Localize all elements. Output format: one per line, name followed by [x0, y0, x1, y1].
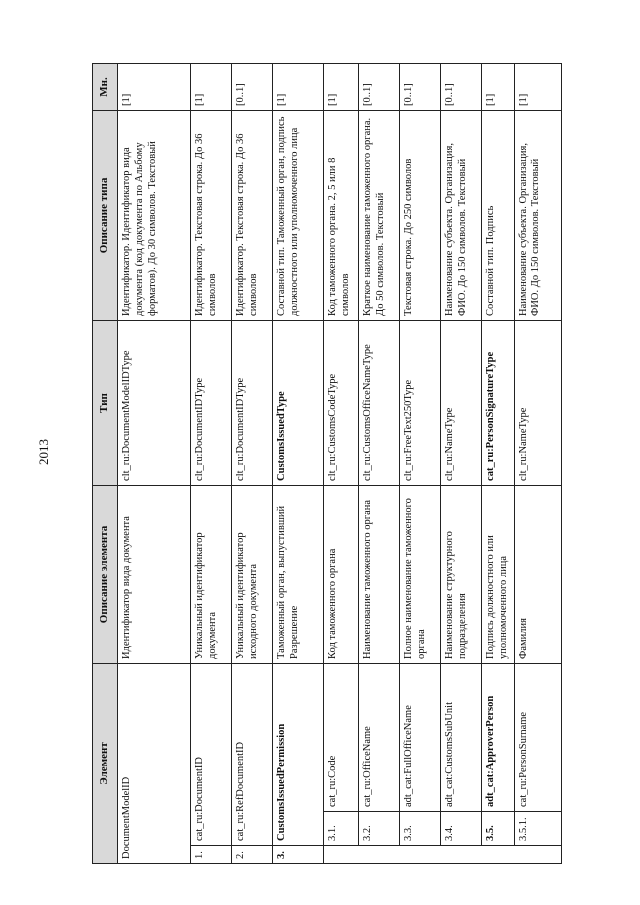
type-desc-cell: Идентификатор. Идентификатор вида документа (код документа по Альбому форматов). До 30 символов. Текстовый [118, 110, 191, 320]
element-cell: adt_cat:ApproverPerson [482, 663, 515, 811]
row-number-cell: 3.5. [482, 812, 515, 846]
row-number-cell: 1. [191, 846, 232, 864]
header-multiplicity: Мн. [93, 63, 118, 110]
element-cell: cat_ru:Code [324, 663, 359, 811]
element-cell: cat_ru:PersonSurname [514, 663, 561, 811]
table-row [118, 63, 191, 863]
table-row [514, 63, 561, 863]
table-row [441, 63, 482, 863]
element-cell: cat_ru:OfficeName [359, 663, 400, 811]
type-cell: clt_ru:CustomsOfficeNameType [359, 320, 400, 485]
rotated-table-container [92, 64, 632, 864]
mult-cell: [0..1] [359, 63, 400, 110]
type-cell: clt_ru:FreeText250Type [400, 320, 441, 485]
type-desc-cell: Составной тип. Таможенный орган, подпись должностного или уполномоченного лица [273, 110, 324, 320]
element-desc-cell: Уникальный идентификатор исходного документа [232, 485, 273, 663]
row-number-cell: 3.2. [359, 812, 400, 846]
type-desc-cell: Наименование субъекта. Организация, ФИО. До 150 символов. Текстовый [441, 110, 482, 320]
type-cell: cat_ru:PersonSignatureType [482, 320, 515, 485]
element-cell: adt_cat:CustomsSubUnit [441, 663, 482, 811]
table-row [359, 63, 400, 863]
element-desc-cell: Подпись должностного или уполномоченного лица [482, 485, 515, 663]
row-number-cell: 3.4. [441, 812, 482, 846]
element-desc-cell: Фамилия [514, 485, 561, 663]
element-desc-cell: Идентификатор вида документа [118, 485, 191, 663]
type-cell: CustomsIssuedType [273, 320, 324, 485]
mult-cell: [1] [482, 63, 515, 110]
mult-cell: [1] [324, 63, 359, 110]
element-desc-cell: Уникальный идентификатор документа [191, 485, 232, 663]
table-row [273, 63, 324, 863]
type-cell: clt_ru:NameType [441, 320, 482, 485]
page-number: 2013 [36, 439, 51, 465]
mult-cell: [1] [514, 63, 561, 110]
type-desc-cell: Краткое наименование таможенного органа. До 50 символов. Текстовый [359, 110, 400, 320]
type-cell: clt_ru:DocumentIDType [232, 320, 273, 485]
element-cell: CustomsIssuedPermission [273, 663, 324, 845]
mult-cell: [1] [273, 63, 324, 110]
table-row [232, 63, 273, 863]
element-desc-cell: Таможенный орган, выпустивший Разрешение [273, 485, 324, 663]
table-row [400, 63, 441, 863]
element-cell: DocumentModelID [118, 663, 191, 863]
type-cell: clt_ru:CustomsCodeType [324, 320, 359, 485]
header-type-desc: Описание типа [93, 110, 118, 320]
mult-cell: [0..1] [232, 63, 273, 110]
table-row [324, 63, 359, 863]
type-cell: clt_ru:DocumentModelIDType [118, 320, 191, 485]
element-desc-cell: Наименование структурного подразделения [441, 485, 482, 663]
mult-cell: [1] [191, 63, 232, 110]
header-element: Элемент [93, 663, 118, 863]
type-desc-cell: Составной тип. Подпись [482, 110, 515, 320]
element-cell: cat_ru:RefDocumentID [232, 663, 273, 845]
table-row [191, 63, 232, 863]
row-number-cell: 3.1. [324, 812, 359, 846]
row-number-cell: 2. [232, 846, 273, 864]
type-desc-cell: Текстовая строка. До 250 символов [400, 110, 441, 320]
row-number-cell: 3. [273, 846, 324, 864]
row-number-cell: 3.5.1. [514, 812, 561, 846]
type-cell: clt_ru:NameType [514, 320, 561, 485]
type-desc-cell: Код таможенного органа. 2, 5 или 8 символов [324, 110, 359, 320]
header-element-desc: Описание элемента [93, 485, 118, 663]
type-cell: clt_ru:DocumentIDType [191, 320, 232, 485]
type-desc-cell: Идентификатор. Текстовая строка. До 36 символов [232, 110, 273, 320]
element-cell: cat_ru:DocumentID [191, 663, 232, 845]
mult-cell: [0..1] [400, 63, 441, 110]
element-desc-cell: Наименование таможенного органа [359, 485, 400, 663]
row-number-cell: 3.3. [400, 812, 441, 846]
type-desc-cell: Наименование субъекта. Организация, ФИО. До 150 символов. Текстовый [514, 110, 561, 320]
mult-cell: [0..1] [441, 63, 482, 110]
specification-table [92, 63, 562, 864]
table-row [482, 63, 515, 863]
element-cell: adt_cat:FullOfficeName [400, 663, 441, 811]
mult-cell: [1] [118, 63, 191, 110]
header-type: Тип [93, 320, 118, 485]
indent-cell [324, 846, 562, 864]
type-desc-cell: Идентификатор. Текстовая строка. До 36 символов [191, 110, 232, 320]
table-header-row [93, 63, 118, 863]
element-desc-cell: Код таможенного органа [324, 485, 359, 663]
element-desc-cell: Полное наименование таможенного органа [400, 485, 441, 663]
